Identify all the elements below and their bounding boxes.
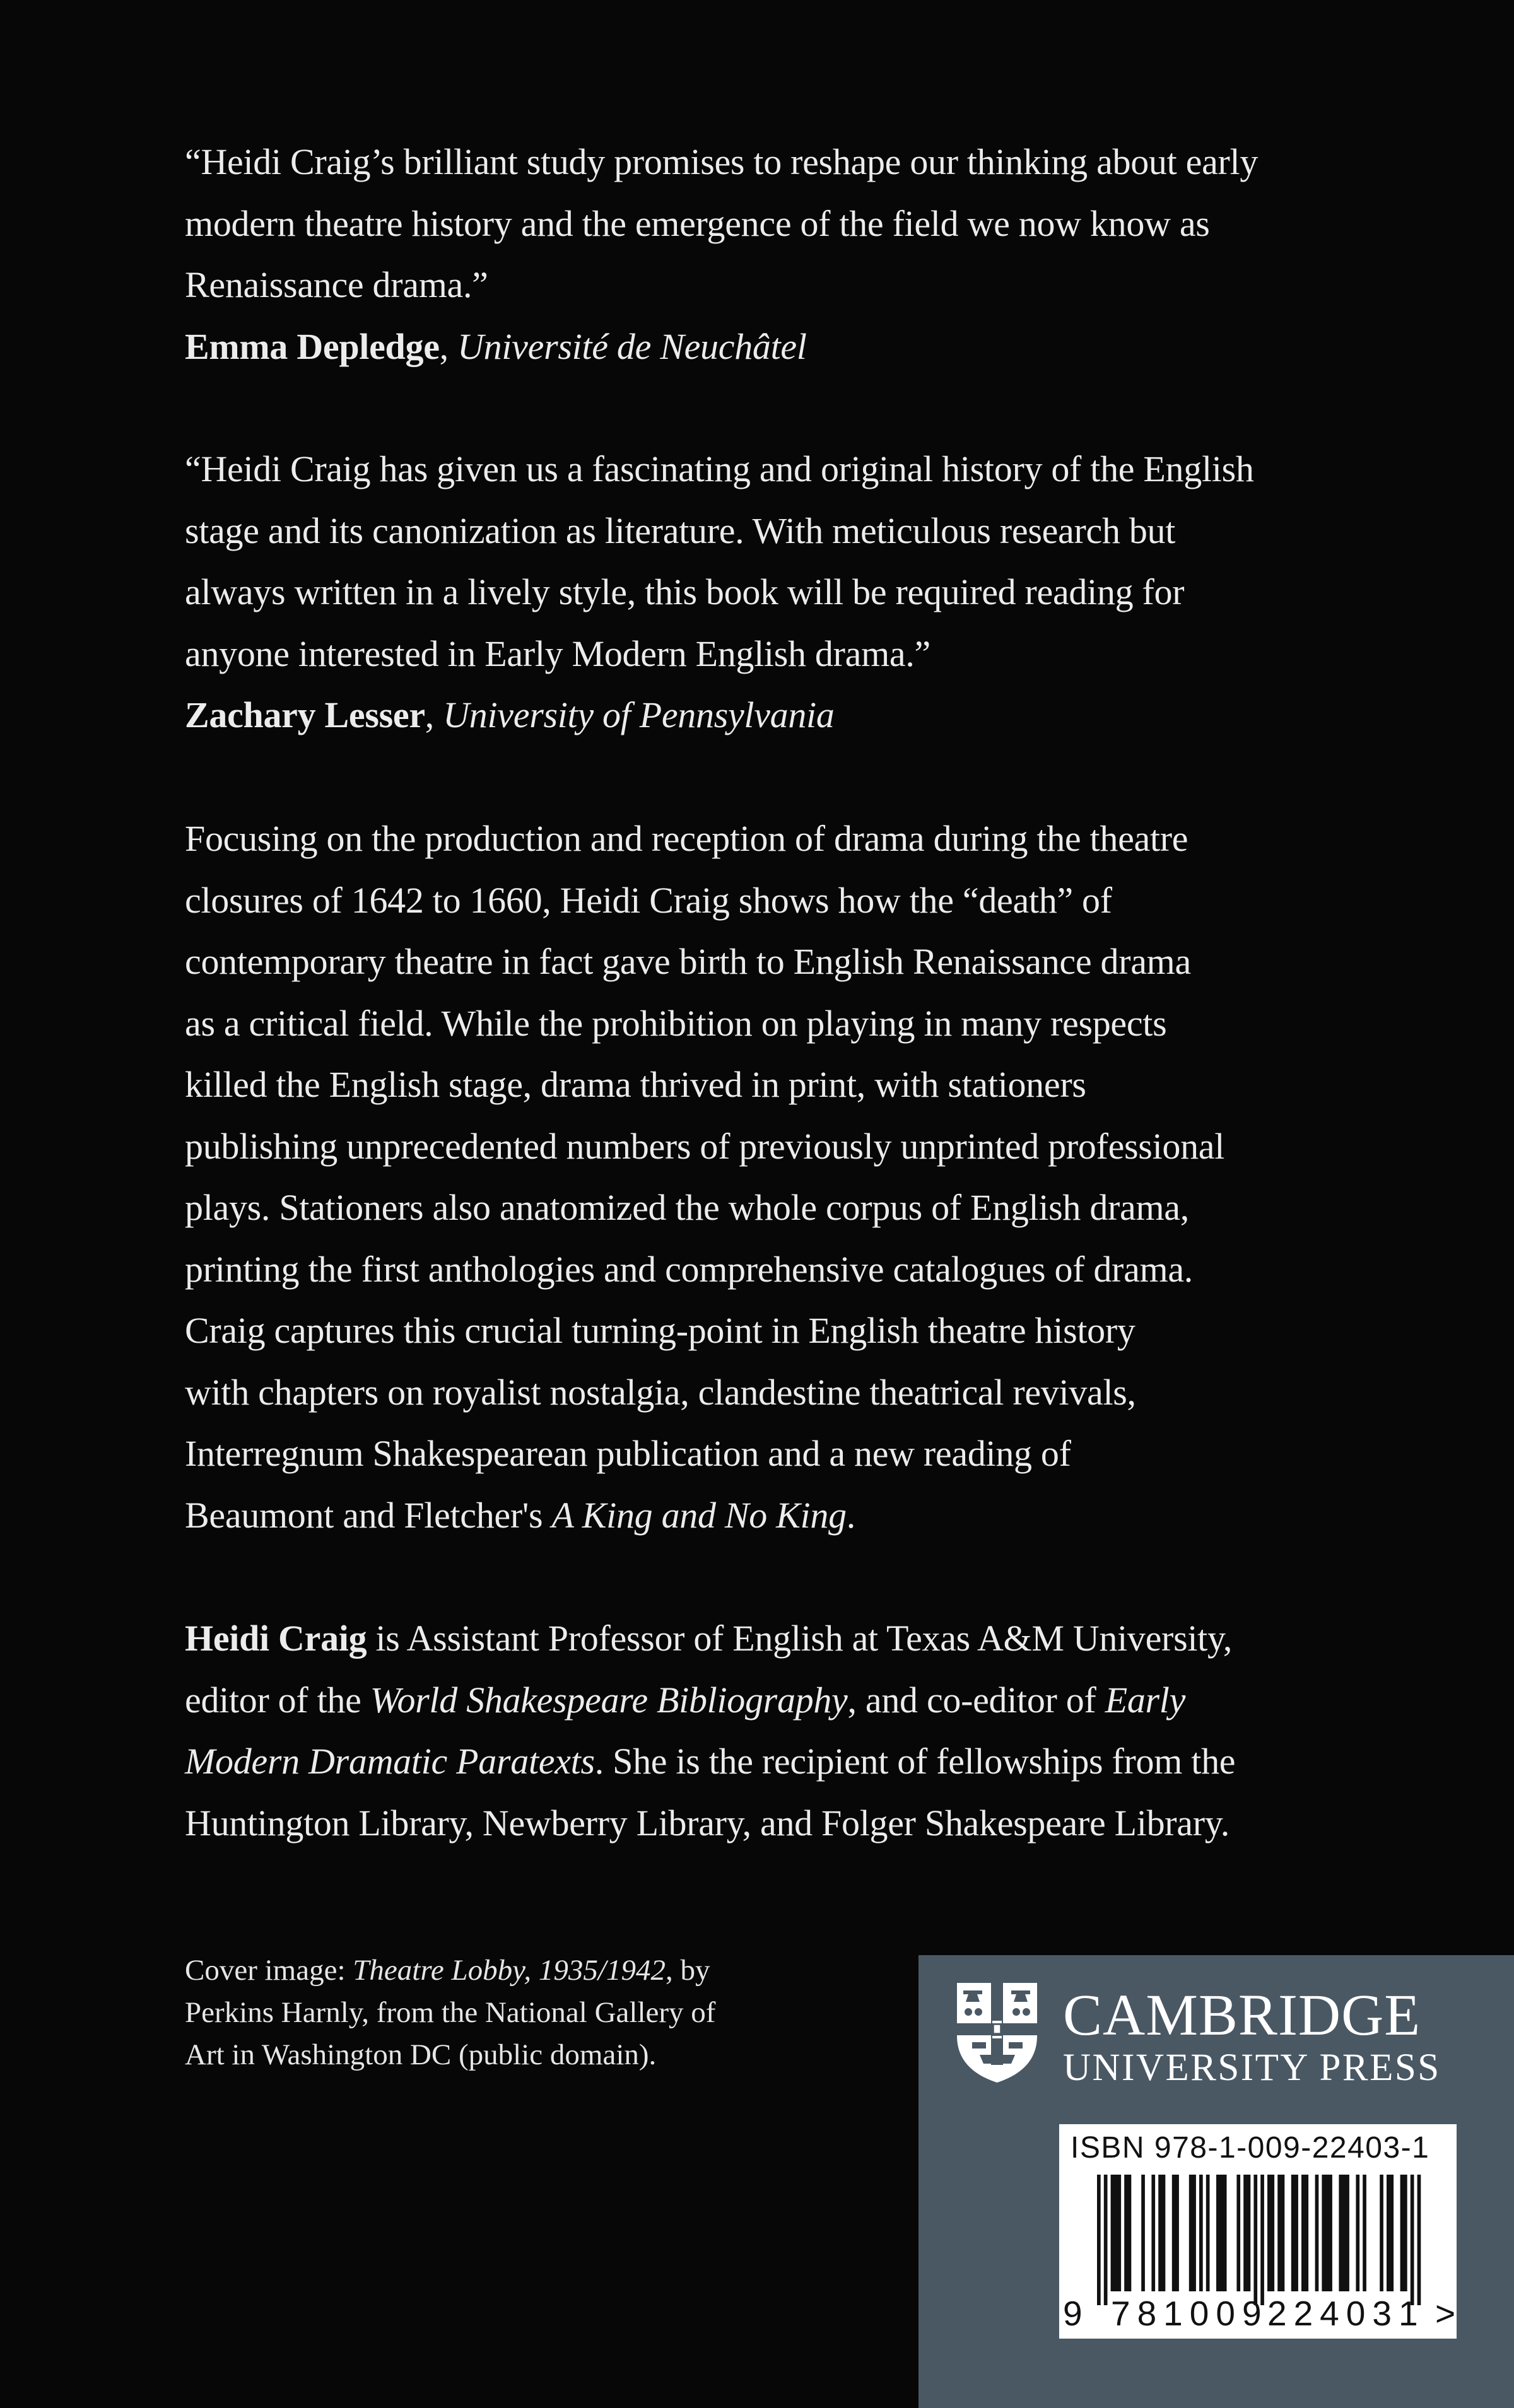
cover-image-credit [185, 1949, 879, 2076]
description-line: Craig captures this crucial turning-point in English theatre history [185, 1310, 1136, 1351]
isbn-label: ISBN 978-1-009-22403-1 [1071, 2131, 1430, 2165]
barcode-bar [1267, 2175, 1271, 2291]
barcode-bar [1329, 2175, 1332, 2291]
quote-author: Emma Depledge [185, 325, 440, 367]
quote-line: modern theatre history and the emergence of the field we now know as [185, 202, 1210, 244]
barcode-bar [1260, 2175, 1264, 2305]
barcode-bar [1325, 2175, 1329, 2291]
barcode-bar [1417, 2175, 1421, 2305]
description-line: Interregnum Shakespearean publication and a new reading of [185, 1433, 1071, 1474]
barcode-bar [1253, 2175, 1257, 2305]
quote-line: “Heidi Craig has given us a fascinating and original history of the English [185, 448, 1254, 489]
quote-line: anyone interested in Early Modern English drama.” [185, 633, 930, 674]
barcode-bar [1294, 2175, 1298, 2291]
barcode-bar [1175, 2175, 1179, 2291]
barcode-bar [1206, 2175, 1210, 2291]
description-line: Focusing on the production and reception of drama during the theatre [185, 818, 1188, 859]
barcode-bar [1128, 2175, 1132, 2291]
barcode-bar [1111, 2175, 1115, 2291]
barcode-bar [1162, 2175, 1166, 2291]
artwork-title: Theatre Lobby, 1935/1942 [353, 1954, 666, 1987]
quote-line: “Heidi Craig’s brilliant study promises to reshape our thinking about early [185, 141, 1259, 182]
barcode-bar [1243, 2175, 1247, 2291]
bio-line [185, 1608, 1402, 1669]
author-bio [185, 1608, 1402, 1854]
barcode-bar [1404, 2175, 1407, 2291]
credit-line: Art in Washington DC (public domain). [185, 2038, 657, 2071]
bio-text: , and co-editor of [847, 1679, 1105, 1721]
publication-title: Modern Dramatic Paratexts [185, 1741, 595, 1782]
barcode-bar [1380, 2175, 1383, 2291]
barcode-bar [1390, 2175, 1394, 2291]
barcode-bar [1281, 2175, 1285, 2291]
barcode-bar [1223, 2175, 1227, 2291]
barcode-bar [1301, 2175, 1305, 2291]
barcode-bar [1199, 2175, 1203, 2291]
barcode-bar [1141, 2175, 1145, 2291]
description-text: . [846, 1494, 855, 1536]
quote-line: Renaissance drama.” [185, 264, 488, 305]
barcode-bar [1342, 2175, 1346, 2291]
barcode-bar [1219, 2175, 1223, 2291]
barcode-bar [1322, 2175, 1325, 2291]
barcode-right-digits: 224031 [1267, 2294, 1425, 2333]
barcode-bar [1158, 2175, 1162, 2291]
description-line: plays. Stationers also anatomized the whole corpus of English drama, [185, 1187, 1189, 1228]
publisher-name [1063, 1985, 1441, 2089]
author-name: Heidi Craig [185, 1618, 367, 1659]
credit-text: , by [665, 1954, 710, 1987]
barcode-bar [1305, 2175, 1308, 2291]
publication-title: Early [1105, 1679, 1186, 1721]
barcode-bar [1339, 2175, 1342, 2291]
cambridge-crest-icon [954, 1980, 1040, 2084]
isbn-barcode [1059, 2124, 1457, 2339]
description-line: publishing unprecedented numbers of previously unprinted professional [185, 1125, 1225, 1167]
quote-line: stage and its canonization as literature. With meticulous research but [185, 510, 1176, 551]
barcode-bar [1117, 2175, 1121, 2291]
barcode-bar [1291, 2175, 1295, 2291]
book-description [185, 808, 1402, 1546]
publisher-name-line1: CAMBRIDGE [1063, 1983, 1421, 2048]
barcode-bar [1363, 2175, 1366, 2291]
barcode-bar [1189, 2175, 1193, 2291]
barcode-bar [1216, 2175, 1220, 2291]
credit-text: Cover image: [185, 1954, 353, 1987]
bio-line [185, 1731, 1402, 1792]
barcode-bar [1104, 2175, 1108, 2305]
play-title: A King and No King [551, 1494, 847, 1536]
quote-line: always written in a lively style, this book will be required reading for [185, 571, 1185, 612]
credit-line [185, 1949, 879, 1992]
bio-line [185, 1669, 1402, 1731]
quote-attribution: Emma Depledge, Université de Neuchâtel [185, 325, 807, 367]
quote-author: Zachary Lesser [185, 694, 425, 735]
barcode-bar [1400, 2175, 1404, 2291]
barcode-bar [1151, 2175, 1155, 2291]
barcode-first-digit: 9 [1063, 2294, 1083, 2333]
barcode-digits [1059, 2293, 1457, 2334]
bio-line: Huntington Library, Newberry Library, and Folger Shakespeare Library. [185, 1802, 1229, 1844]
quote-affiliation: University of Pennsylvania [443, 694, 835, 735]
description-line: as a critical field. While the prohibition on playing in many respects [185, 1002, 1167, 1044]
bio-text: editor of the [185, 1679, 370, 1721]
barcode-bar [1387, 2175, 1390, 2291]
description-line: contemporary theatre in fact gave birth to English Renaissance drama [185, 941, 1191, 982]
credit-line: Perkins Harnly, from the National Gallery of [185, 1996, 716, 2029]
barcode-bar [1114, 2175, 1118, 2291]
barcode-bar [1247, 2175, 1251, 2291]
description-line: closures of 1642 to 1660, Heidi Craig shows how the “death” of [185, 879, 1112, 921]
bio-text: . She is the recipient of fellowships from the [594, 1741, 1236, 1782]
description-text: Beaumont and Fletcher's [185, 1494, 552, 1536]
quote-affiliation: Université de Neuchâtel [457, 325, 807, 367]
barcode-bar [1270, 2175, 1274, 2291]
barcode-arrow: > [1435, 2294, 1456, 2333]
barcode-bar [1236, 2175, 1240, 2291]
description-line: printing the first anthologies and comprehensive catalogues of drama. [185, 1248, 1193, 1290]
endorsement-quote-1 [185, 131, 1402, 377]
description-line [185, 1485, 1402, 1546]
barcode-bar [1192, 2175, 1196, 2291]
publication-title: World Shakespeare Bibliography [370, 1679, 848, 1721]
barcode-bar [1172, 2175, 1176, 2291]
barcode-left-digits: 781009 [1111, 2294, 1269, 2333]
barcode-bar [1356, 2175, 1359, 2291]
publisher-panel [918, 1955, 1514, 2408]
barcode-bar [1124, 2175, 1128, 2291]
publisher-name-line2: UNIVERSITY PRESS [1063, 2047, 1441, 2089]
barcode-bar [1097, 2175, 1101, 2305]
barcode-bar [1346, 2175, 1349, 2291]
description-line: with chapters on royalist nostalgia, clandestine theatrical revivals, [185, 1371, 1136, 1413]
barcode-bar [1411, 2175, 1414, 2305]
quote-attribution: Zachary Lesser, University of Pennsylvania [185, 694, 835, 735]
endorsement-quote-2 [185, 438, 1402, 746]
description-line: killed the English stage, drama thrived in print, with stationers [185, 1064, 1086, 1105]
barcode-bar [1277, 2175, 1281, 2291]
barcode-bar [1315, 2175, 1319, 2291]
bio-text: is Assistant Professor of English at Texas A&M University, [367, 1618, 1233, 1659]
